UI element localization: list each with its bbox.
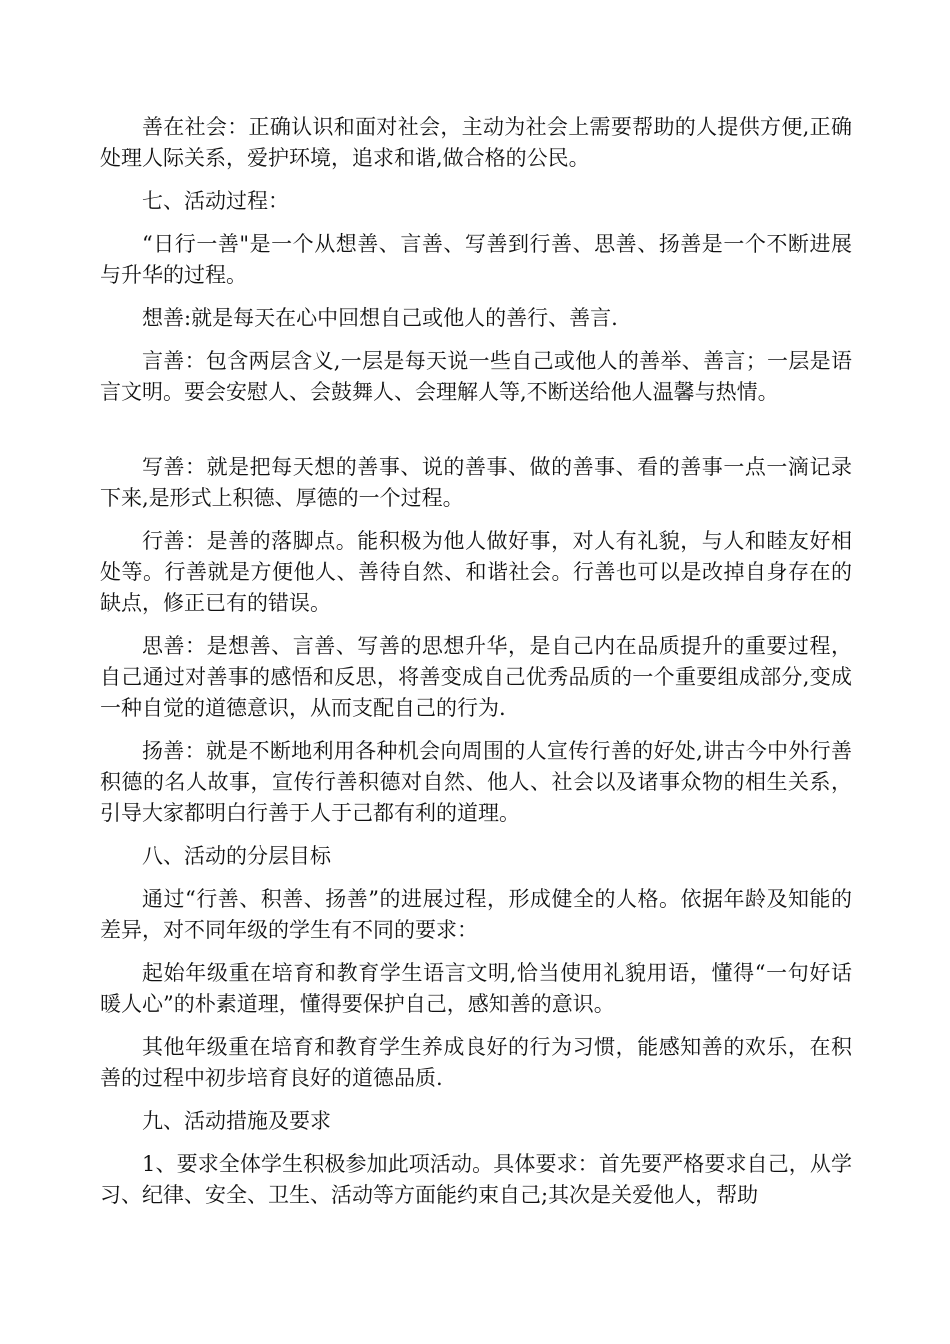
paragraph-reflect-good: 思善：是想善、言善、写善的思想升华，是自己内在品质提升的重要过程，自己通过对善事的感悟和反思，将善变成自己优秀品质的一个重要组成部分,变成一种自觉的道德意识，从而支配自己的行为. <box>100 634 852 720</box>
paragraph-other-grades: 其他年级重在培育和教育学生养成良好的行为习惯，能感知善的欢乐，在积善的过程中初步培育良好的道德品质. <box>100 1035 852 1090</box>
paragraph-society-good: 善在社会：正确认识和面对社会，主动为社会上需要帮助的人提供方便,正确处理人际关系，爱护环境，追求和谐,做合格的公民。 <box>100 115 852 170</box>
section-heading-9: 九、活动措施及要求 <box>142 1109 331 1133</box>
section-heading-7: 七、活动过程： <box>142 189 289 213</box>
paragraph-do-good: 行善：是善的落脚点。能积极为他人做好事，对人有礼貌，与人和睦友好相处等。行善就是方便他人、善待自然、和谐社会。行善也可以是改掉自身存在的缺点，修正已有的错误。 <box>100 529 852 615</box>
paragraph-write-good: 写善：就是把每天想的善事、说的善事、做的善事、看的善事一点一滴记录下来,是形式上积德、厚德的一个过程。 <box>100 455 852 510</box>
paragraph-requirement-1: 1、要求全体学生积极参加此项活动。具体要求：首先要严格要求自己，从学习、纪律、安全、卫生、活动等方面能约束自己;其次是关爱他人，帮助 <box>100 1152 852 1207</box>
paragraph-daily-good-intro: “日行一善"是一个从想善、言善、写善到行善、思善、扬善是一个不断进展与升华的过程。 <box>100 232 852 287</box>
paragraph-initial-grade: 起始年级重在培育和教育学生语言文明,恰当使用礼貌用语，懂得“一句好话暖人心”的朴素道理，懂得要保护自己，感知善的意识。 <box>100 961 852 1016</box>
paragraph-speak-good: 言善：包含两层含义,一层是每天说一些自己或他人的善举、善言；一层是语言文明。要会安慰人、会鼓舞人、会理解人等,不断送给他人温馨与热情。 <box>100 349 852 404</box>
section-heading-8: 八、活动的分层目标 <box>142 844 331 868</box>
paragraph-think-good: 想善:就是每天在心中回想自己或他人的善行、善言. <box>142 306 618 330</box>
paragraph-goals-intro: 通过“行善、积善、扬善”的进展过程，形成健全的人格。依据年龄及知能的差异，对不同年级的学生有不同的要求： <box>100 887 852 942</box>
document-page <box>100 112 852 1211</box>
paragraph-promote-good: 扬善：就是不断地利用各种机会向周围的人宣传行善的好处,讲古今中外行善积德的名人故事，宣传行善积德对自然、他人、社会以及诸事众物的相生关系，引导大家都明白行善于人于己都有利的道理。 <box>100 739 852 825</box>
